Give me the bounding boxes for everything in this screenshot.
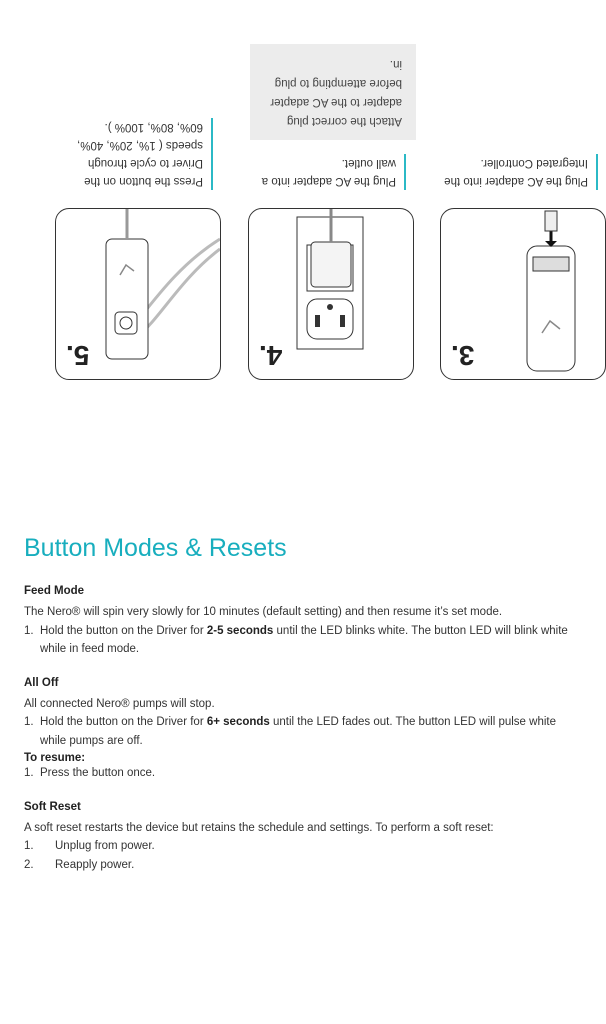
driver-illustration xyxy=(56,209,220,379)
step-number: 5. xyxy=(66,340,90,371)
soft-reset-block xyxy=(24,801,584,875)
feed-mode-title: Feed Mode xyxy=(24,585,85,597)
step-text: Reapply power. xyxy=(55,858,135,871)
step-number: 1. xyxy=(24,624,34,637)
rotated-steps-panel xyxy=(0,0,606,390)
step-text: Hold the button on the Driver for 6+ seconds until the LED fades out. The button LED will pulse white while pumps are off. xyxy=(40,716,556,747)
step-3-card xyxy=(440,208,606,380)
button-modes-section xyxy=(24,534,584,874)
step-number: 4. xyxy=(259,340,283,371)
controller-illustration xyxy=(441,209,605,379)
step-number: 1. xyxy=(24,716,34,728)
step-4-card xyxy=(248,208,414,380)
feed-mode-step xyxy=(24,622,584,659)
section-title: Button Modes & Resets xyxy=(24,534,287,562)
step-5-card xyxy=(55,208,221,380)
soft-reset-step xyxy=(24,837,584,856)
step-text: Hold the button on the Driver for 2-5 seconds until the LED blinks white. The button LED will blink white while in feed mode. xyxy=(40,624,568,655)
step-number: 2. xyxy=(24,858,34,871)
step-number: 1. xyxy=(24,840,34,852)
feed-mode-block xyxy=(24,585,584,659)
all-off-title: All Off xyxy=(24,676,59,689)
all-off-description: All connected Nero® pumps will stop. xyxy=(24,697,215,710)
soft-reset-description: A soft reset restarts the device but retains the schedule and settings. To perform a soft reset: xyxy=(24,821,494,834)
step-number: 3. xyxy=(451,340,475,371)
step-text: Unplug from power. xyxy=(55,840,155,852)
step-3-caption: Plug the AC adapter into the Integrated Controller. xyxy=(438,154,598,190)
feed-mode-description: The Nero® will spin very slowly for 10 minutes (default setting) and then resume it’s set mode. xyxy=(24,606,503,618)
wall-outlet-illustration xyxy=(249,209,413,379)
soft-reset-step xyxy=(24,856,584,875)
all-off-step xyxy=(24,713,584,750)
resume-step xyxy=(24,764,584,783)
plug-adapter-note: Attach the correct plug adapter to the AC adapter before attempting to plug in. xyxy=(250,44,416,140)
step-4-caption: Plug the AC adapter into a wall outlet. xyxy=(246,154,406,190)
resume-title: To resume: xyxy=(24,752,86,764)
step-text: Press the button once. xyxy=(40,767,156,779)
all-off-block xyxy=(24,677,584,783)
step-5-caption: Press the button on the Driver to cycle through speeds ( 1%, 20%, 40%, 60%, 80%, 100% ). xyxy=(53,118,213,190)
soft-reset-title: Soft Reset xyxy=(24,800,81,813)
step-number: 1. xyxy=(24,767,34,779)
